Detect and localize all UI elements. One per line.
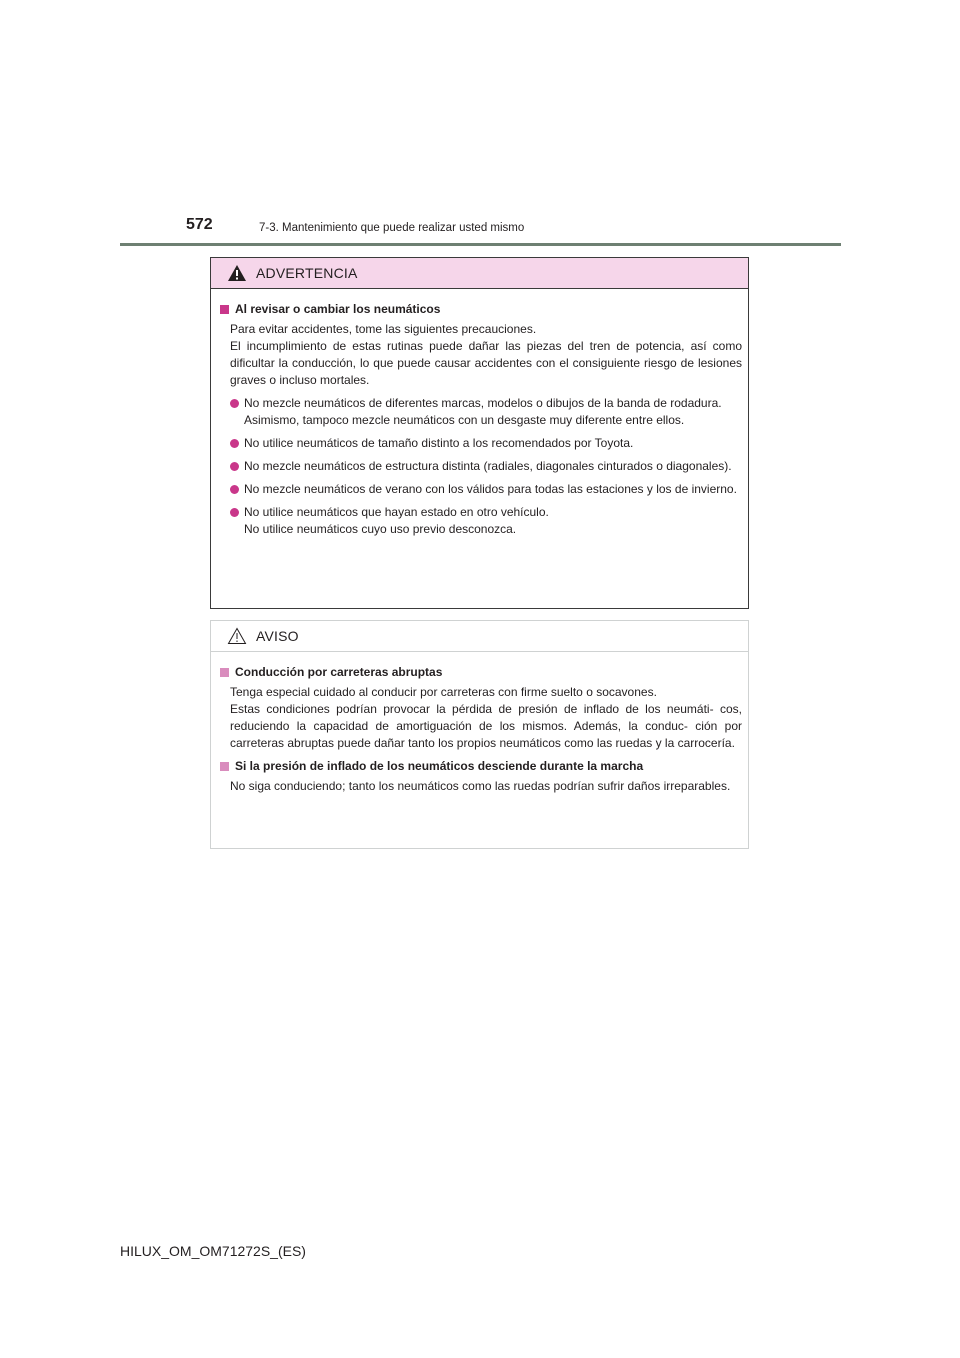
section-title: 7-3. Mantenimiento que puede realizar usted mismo	[259, 222, 525, 234]
dot-bullet-icon	[230, 462, 239, 471]
header-divider	[120, 243, 841, 246]
dot-bullet-icon	[230, 485, 239, 494]
dot-bullet-icon	[230, 399, 239, 408]
warning-item-line: No utilice neumáticos cuyo uso previo desconozca.	[244, 522, 517, 536]
notice-paragraph-line: Tenga especial cuidado al conducir por carreteras con firme suelto o socavones.	[230, 685, 657, 699]
warning-box	[210, 257, 749, 609]
notice-paragraph	[220, 778, 742, 795]
notice-heading-text: Conducción por carreteras abruptas	[235, 665, 443, 679]
warning-item-text	[244, 504, 742, 538]
warning-item-line: No mezcle neumáticos de verano con los válidos para todas las estaciones y los de invierno.	[244, 482, 737, 496]
notice-box	[210, 620, 749, 849]
warning-item-text	[244, 395, 742, 429]
warning-item-line: No utilice neumáticos de tamaño distinto a los recomendados por Toyota.	[244, 436, 634, 450]
warning-heading-text: Al revisar o cambiar los neumáticos	[235, 302, 441, 316]
notice-paragraph	[220, 684, 742, 752]
notice-box-header	[211, 621, 748, 652]
warning-body	[211, 289, 748, 538]
warning-list-item	[220, 504, 742, 538]
warning-item-line: Asimismo, tampoco mezcle neumáticos con un desgaste muy diferente entre ellos.	[244, 413, 685, 427]
square-bullet-icon	[220, 668, 229, 677]
notice-title: AVISO	[256, 628, 299, 644]
notice-paragraph-line: Estas condiciones podrían provocar la pérdida de presión de inflado de los neumáti- cos, reduciendo la capacidad de amortiguación de los mismos. Además, la conduc- ción por carreteras abruptas puede dañar tanto los propios neumáticos como las ruedas y la carrocería.	[230, 702, 742, 750]
warning-item-line: No mezcle neumáticos de diferentes marcas, modelos o dibujos de la banda de rodadura.	[244, 396, 722, 410]
warning-item-text	[244, 458, 742, 475]
square-bullet-icon	[220, 762, 229, 771]
warning-box-header	[211, 258, 748, 289]
notice-heading-text: Si la presión de inflado de los neumáticos desciende durante la marcha	[235, 759, 644, 773]
dot-bullet-icon	[230, 508, 239, 517]
caution-triangle-outline-icon	[227, 627, 247, 645]
warning-title: ADVERTENCIA	[256, 265, 358, 281]
page-number: 572	[186, 216, 213, 233]
notice-body	[211, 652, 748, 795]
warning-list-item	[220, 481, 742, 498]
warning-item-text	[244, 435, 742, 452]
warning-intro	[220, 321, 742, 389]
warning-intro-line: Para evitar accidentes, tome las siguientes precauciones.	[230, 322, 537, 336]
warning-item-line: No mezcle neumáticos de estructura distinta (radiales, diagonales cinturados o diagonales).	[244, 459, 732, 473]
document-code: HILUX_OM_OM71272S_(ES)	[120, 1243, 306, 1259]
warning-triangle-icon	[227, 264, 247, 282]
warning-list-item	[220, 435, 742, 452]
notice-heading	[220, 664, 742, 681]
warning-item-line: No utilice neumáticos que hayan estado en otro vehículo.	[244, 505, 549, 519]
warning-heading	[220, 301, 742, 318]
warning-item-text	[244, 481, 742, 498]
notice-heading	[220, 758, 742, 775]
square-bullet-icon	[220, 305, 229, 314]
warning-list-item	[220, 458, 742, 475]
dot-bullet-icon	[230, 439, 239, 448]
notice-paragraph-line: No siga conduciendo; tanto los neumáticos como las ruedas podrían sufrir daños irreparables.	[230, 779, 731, 793]
warning-list-item	[220, 395, 742, 429]
warning-intro-line: El incumplimiento de estas rutinas puede dañar las piezas del tren de potencia, así como dificultar la conducción, lo que puede causar accidentes con el consiguiente riesgo de lesiones graves o incluso mortales.	[230, 339, 742, 387]
